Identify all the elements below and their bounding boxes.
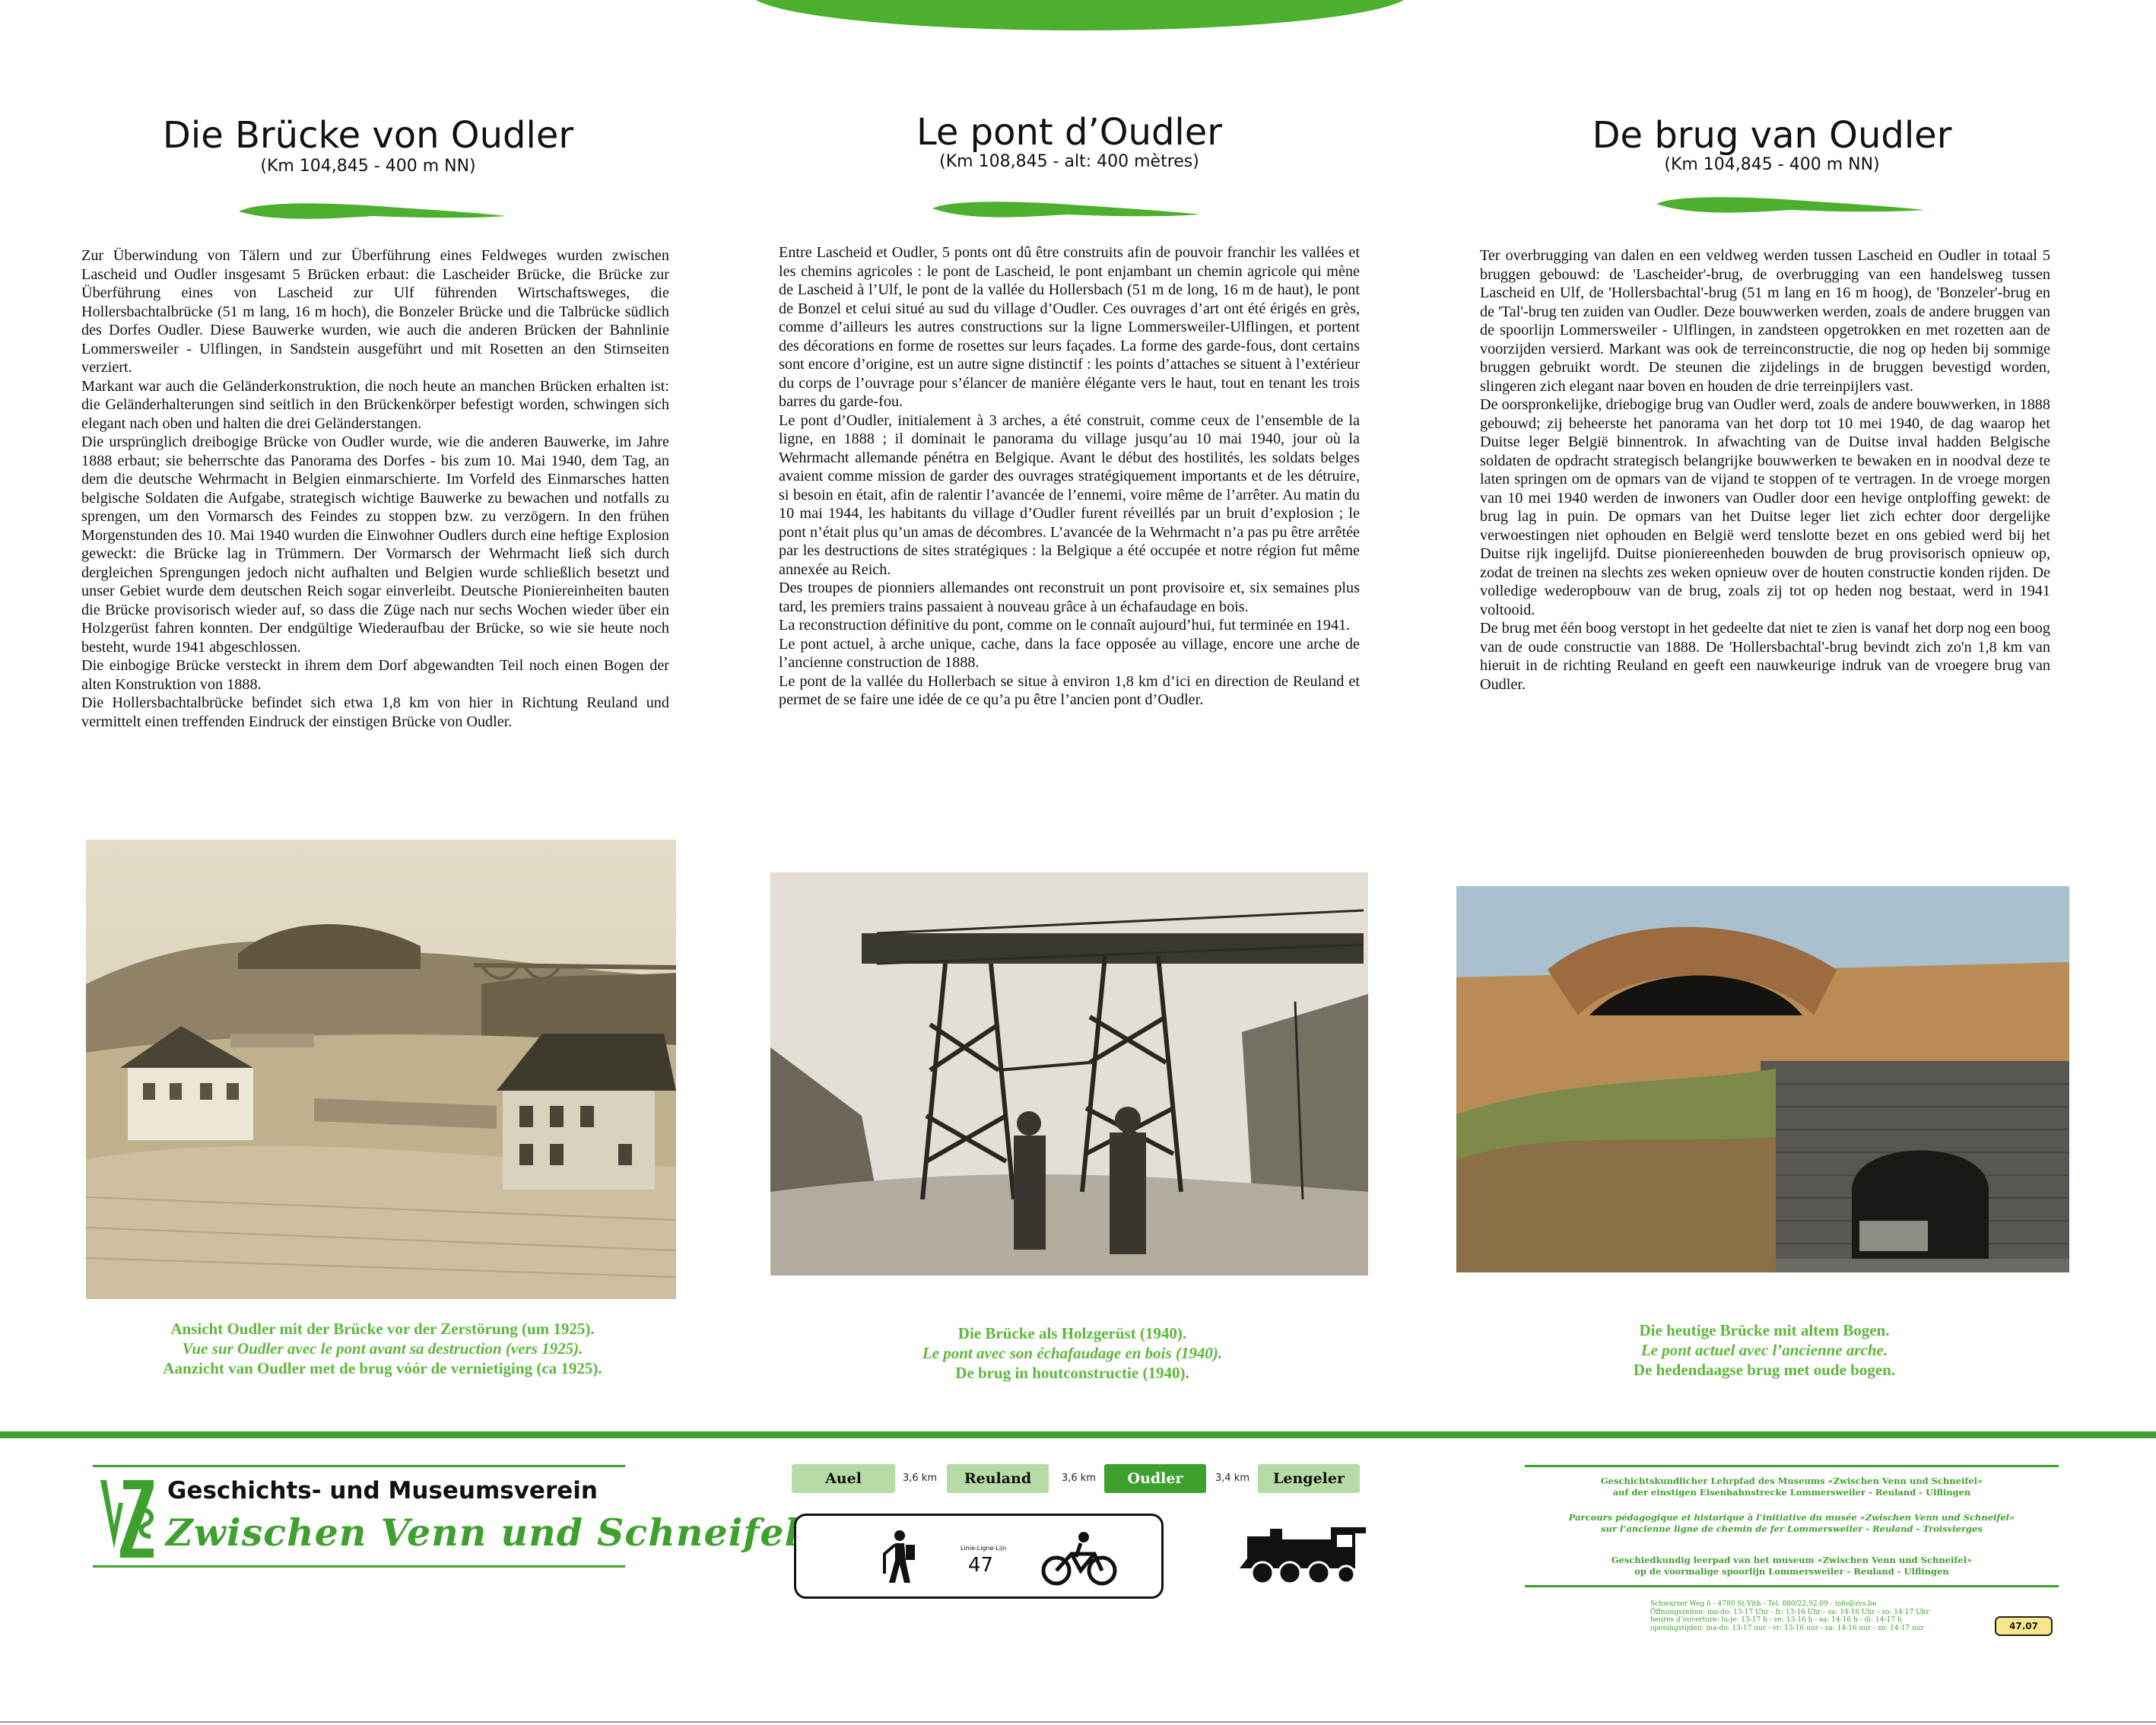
- column-subtitle: (Km 108,845 - alt: 400 mètres): [939, 152, 1199, 171]
- train-icon: [1240, 1521, 1367, 1587]
- association-title: Geschichts- und Museumsverein: [167, 1477, 598, 1504]
- paragraph: Ter overbrugging van dalen en een veldweg werden tussen Lascheid en Oudler in totaal 5 bruggen gebouwd: de 'Lascheider'-brug, de overbrugging van een handelsweg tussen Lascheid en Ulf, de 'Hollersbachtal'-brug (51 m lang en 16 m hoog), de 'Bonzeler'-brug en de 'Tal'-brug ten zuiden van Oudler. Deze bouwwerken werden, zoals de andere bruggen van de spoorlijn Lommersweiler - Ulflingen, in zandsteen opgetrokken en met rozetten aan de voorzijden versierd. Markant was ook de terreinconstructie, die nog op heden bij sommige bruggen gebruikt wordt. De steunen die zijdelings in de bruggen bevestigd worden, slingeren zich elegant naar boven en houden de drie terreinpijlers vast.: [1480, 247, 2050, 395]
- distance-label: 3,6 km: [1062, 1472, 1096, 1484]
- info-fr: [1525, 1512, 2059, 1535]
- distance-label: 3,4 km: [1215, 1472, 1249, 1484]
- paragraph: Zur Überwindung von Tälern und zur Überführung eines Feldweges wurden zwischen Lascheid und Oudler insgesamt 5 Brücken erbaut: die Lascheider Brücke, die Brücke zur Überführung eines von Lascheid zur Ulf führenden Wirtschaftsweges, die Hollersbachtalbrücke (51 m lang, 16 m hoch), die Bonzeler Brücke und die Talbrücke südlich des Dorfes Oudler. Diese Bauwerke wurden, wie auch die anderen Brücken der Bahnlinie Lommersweiler - Ulflingen, in Sandstein ausgeführt und mit Rosetten an den Stirnseiten verziert.: [81, 247, 669, 376]
- info-line-text: Geschichtskundlicher Lehrpfad des Museums «Zwischen Venn und Schneifel»: [1600, 1476, 1983, 1486]
- line-label: Linie-Ligne-Lijn: [961, 1545, 1007, 1552]
- paragraph: Markant war auch die Geländerkonstruktion, die noch heute an manchen Brücken erhalten ist: die Geländerhalterungen sind seitlich in den Brückenkörper befestigt worden, schwingen sich elegant nach oben und halten die drei Geländerstangen.: [81, 377, 669, 432]
- paragraph: Le pont actuel, à arche unique, cache, dans la face opposée au village, encore une arche de l’ancienne construction de 1888.: [779, 635, 1360, 671]
- info-line-text: Parcours pédagogique et historique à l’initiative du musée «Zwischen Venn und Schneifel»: [1568, 1512, 2015, 1523]
- paragraph: Die einbogige Brücke versteckt in ihrem dem Dorf abgewandten Teil noch einen Bogen der alten Konstruktion von 1888.: [81, 657, 669, 693]
- station-oudler-current: Oudler: [1104, 1464, 1206, 1493]
- photo-current-bridge: [1456, 886, 2069, 1272]
- paragraph: Le pont de la vallée du Hollerbach se situe à environ 1,8 km d’ici en direction de Reuland et permet de se faire une idée de ce qu’a pu être l’ancien pont d’Oudler.: [779, 672, 1360, 708]
- info-line-text: op de voormalige spoorlijn Lommersweiler - Reuland - Ulflingen: [1634, 1566, 1949, 1577]
- panel-number-badge: 47.07: [1995, 1616, 2053, 1636]
- paragraph: Die ursprünglich dreibogige Brücke von Oudler wurde, wie die anderen Bauwerke, im Jahre 1888 erbaut; sie beherrschte das Panorama des Dorfes - bis zum 10. Mai 1940, dem Tag, an dem die deutsche Wehrmacht in Belgien einmarschierte. Im Vorfeld des Einmarsches hatten belgische Soldaten die Aufgabe, strategisch wichtige Bauwerke zu bewachen und notfalls zu sprengen, um den Vormarsch des Feindes zu stoppen bzw. zu verzögern. In den frühen Morgenstunden des 10. Mai 1940 wurden die Einwohner Oudlers durch eine heftige Explosion geweckt: die Brücke lag in Trümmern. Der Vormarsch der Wehrmacht ließ sich durch dergleichen Sprengungen jedoch nicht aufhalten und Belgien wurde schließlich besetzt und unser Gebiet wurde dem deutschen Reich sogar einverleibt. Deutsche Pioniereinheiten bauten die Brücke provisorisch wieder auf, so dass die Züge nach nur sechs Wochen wieder über ein Holzgerüst fahren konnten. Der endgültige Wiederaufbau der Brücke, so wie sie heute noch besteht, wurde 1941 abgeschlossen.: [81, 434, 669, 656]
- column-body: [1480, 246, 2050, 694]
- green-brushstroke: [236, 198, 510, 224]
- hours-line: openingstijden: ma-do: 13-17 uur - vr: 13-16 uur - za: 14-16 uur - zo: 14-17 uur: [1650, 1624, 1924, 1632]
- logo-bottom-rule: [93, 1565, 625, 1568]
- photo-oudler-village-1925: [86, 840, 676, 1299]
- column-body: [81, 246, 669, 731]
- address-line: Schwarzer Weg 6 - 4780 St.Vith - Tel. 080/22.92.09 - info@zvs.be: [1650, 1600, 1877, 1608]
- green-brushstroke: [1653, 192, 1927, 218]
- route-sign: [794, 1514, 1164, 1599]
- caption-de: Die heutige Brücke mit altem Bogen.: [1639, 1321, 1890, 1339]
- station-lengeler: Lengeler: [1258, 1464, 1360, 1493]
- paragraph: Entre Lascheid et Oudler, 5 ponts ont dû être construits afin de pouvoir franchir les vallées et les chemins agricoles : le pont de Lascheid, le pont enjambant un chemin agricole qui mène de Lascheid à l’Ulf, le pont de la vallée du Hollersbach (51 m de long, 16 m de haut), le pont de Bonzel et celui situé au sud du village d’Oudler. Ces ouvrages d’art ont été érigés en grès, comme d’ailleurs les autres constructions sur la ligne Lommersweiler-Ulflingen, et portent des décorations en forme de rosettes sur leurs façades. La forme des garde-fous, dont certains sont encore d’origine, est un autre signe distinctif : les points d’attaches se situent à l’extérieur du corps de l’ouvrage pour s’élancer de manière élégante vers le haut, tout en tenant les trois barres du garde-fou.: [779, 244, 1360, 410]
- paragraph: Die Hollersbachtalbrücke befindet sich etwa 1,8 km von hier in Richtung Reuland und vermittelt einen treffenden Eindruck der einstigen Brücke von Oudler.: [81, 694, 669, 730]
- column-subtitle: (Km 104,845 - 400 m NN): [260, 157, 476, 176]
- bicycle-icon: [1041, 1531, 1117, 1586]
- bottom-edge-line: [0, 1721, 2156, 1723]
- column-title: Die Brücke von Oudler: [162, 114, 574, 157]
- caption-fr: Le pont avec son échafaudage en bois (1940).: [922, 1344, 1223, 1362]
- association-logo: [93, 1465, 800, 1573]
- info-bottom-rule: [1525, 1585, 2059, 1587]
- distance-label: 3,6 km: [903, 1472, 937, 1484]
- caption-fr: Vue sur Oudler avec le pont avant sa destruction (vers 1925).: [182, 1339, 583, 1358]
- column-body: [779, 243, 1360, 710]
- museum-address: [1650, 1600, 1954, 1632]
- photo-caption: [1634, 1320, 1895, 1380]
- caption-de: Ansicht Oudler mit der Brücke vor der Zerstörung (um 1925).: [170, 1320, 595, 1338]
- logo-top-rule: [93, 1465, 625, 1467]
- station-reuland: Reuland: [947, 1464, 1049, 1493]
- caption-nl: De brug in houtconstructie (1940).: [955, 1364, 1189, 1382]
- column-title: De brug van Oudler: [1592, 114, 1952, 157]
- photo-caption: [163, 1319, 602, 1378]
- top-green-blob: [749, 0, 1411, 30]
- caption-fr: Le pont actuel avec l’ancienne arche.: [1640, 1341, 1888, 1359]
- info-top-rule: [1525, 1465, 2059, 1467]
- paragraph: De oorspronkelijke, driebogige brug van Oudler werd, zoals de andere bouwwerken, in 1888 gebouwd; zij beheerste het panorama van het dorp tot 10 mei 1940, de dag waarop het Duitse leger België binnentrok. In afwachting van de Duitse inval hadden Belgische soldaten de opdracht strategisch belangrijke bouwwerken te bewaken en in noodval deze te laten springen om de opmars van de vijand te stoppen of te vertragen. In de vroege morgen van 10 mei 1940 werden de inwoners van Oudler door een hevige ontploffing gewekt: de brug lag in puin. De opmars van het Duitse leger liet zich echter door dergelijke verwoestingen niet ophouden en België werd tenslotte bezet en ons gebied werd bij het Duitse rijk ingelijfd. Duitse pioniereenheden bouwden de brug provisorisch opnieuw op, zodat de treinen na slechts zes weken opnieuw over de houten constructie konden rijden. De volledige wederopbouw van de brug, zoals zij tot op heden nog bestaat, werd in 1941 voltooid.: [1480, 396, 2050, 618]
- info-de: [1525, 1476, 2059, 1498]
- caption-nl: De hedendaagse brug met oude bogen.: [1633, 1361, 1896, 1379]
- hours-line: heures d’ouverture: lu-je: 13-17 h - ve: 13-16 h - sa: 14-16 h - di: 14-17 h: [1650, 1616, 1902, 1624]
- info-line-text: auf der einstigen Eisenbahnstrecke Lommersweiler - Reuland - Ulflingen: [1612, 1487, 1971, 1498]
- line-number: 47: [968, 1554, 994, 1577]
- vzs-logo-icon: [96, 1472, 158, 1562]
- paragraph: De brug met één boog verstopt in het gedeelte dat niet te zien is vanaf het dorp nog een boog van de oude constructie van 1888. De 'Hollersbachtal'-brug bevindt zich zo'n 1,8 km van hieruit in de richting Reuland en geeft een nauwkeurige indruk van de vroegere brug van Oudler.: [1480, 620, 2050, 693]
- station-auel: Auel: [792, 1464, 895, 1493]
- caption-nl: Aanzicht van Oudler met de brug vóór de vernietiging (ca 1925).: [163, 1359, 602, 1377]
- caption-de: Die Brücke als Holzgerüst (1940).: [957, 1324, 1187, 1342]
- paragraph: Des troupes de pionniers allemandes ont reconstruit un pont provisoire et, six semaines plus tard, les premiers trains passaient à nouveau grâce à un échafaudage en bois.: [779, 580, 1360, 615]
- association-name: Zwischen Venn und Schneifel: [166, 1511, 800, 1555]
- photo-wooden-scaffold-1940: [770, 872, 1368, 1275]
- paragraph: Le pont d’Oudler, initialement à 3 arches, a été construit, comme ceux de l’ensemble de la ligne, en 1888 ; il dominait le panorama du village jusqu’au 10 mai 1940, jour où la Wehrmacht allemande pénétra en Belgique. Avant le début des hostilités, les soldats belges avaient comme mission de garder des ouvrages stratégiquement importants et de les détruire, si besoin en était, afin de ralentir l’avancée de l’ennemi, voire même de l’arrêter. Au matin du 10 mai 1944, les habitants du village d’Oudler furent réveillés par un bruit d’explosion ; le pont n’était plus qu’un amas de décombres. L’avancée de la Wehrmacht n’a pas pu être arrêtée par les destructions de sites stratégiques : la Belgique a été occupée et notre région fut même annexée au Reich.: [779, 411, 1360, 578]
- info-line-text: Geschiedkundig leerpad van het museum «Zwischen Venn und Schneifel»: [1611, 1555, 1973, 1565]
- photo-caption: [922, 1323, 1222, 1383]
- footer-divider: [0, 1431, 2156, 1438]
- column-title: Le pont d’Oudler: [916, 111, 1223, 154]
- hours-line: Öffnungszeiten: mo-do: 13-17 Uhr - fr: 13-16 Uhr - sa: 14-16 Uhr - so: 14-17 Uhr: [1650, 1608, 1929, 1616]
- column-subtitle: (Km 104,845 - 400 m NN): [1664, 155, 1880, 174]
- green-brushstroke: [929, 196, 1203, 222]
- info-nl: [1525, 1555, 2059, 1577]
- hiker-icon: [878, 1530, 921, 1584]
- paragraph: La reconstruction définitive du pont, comme on le connaît aujourd’hui, fut terminée en 1941.: [779, 617, 1351, 634]
- info-line-text: sur l’ancienne ligne de chemin de fer Lommersweiler - Reuland - Troisvierges: [1601, 1523, 1983, 1534]
